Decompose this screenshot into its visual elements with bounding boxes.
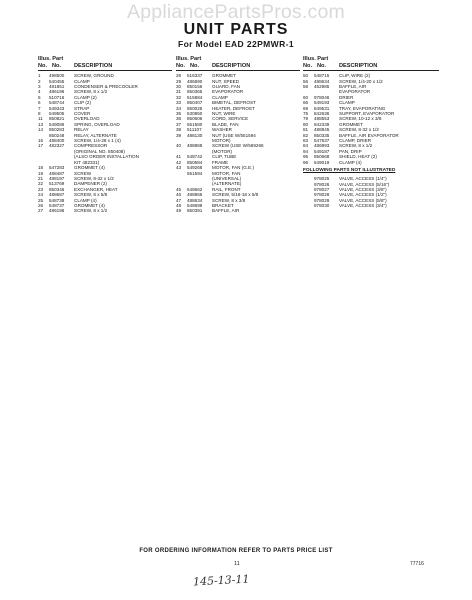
page-title: UNIT PARTS [183,21,289,38]
illus-number: 28 [176,73,182,79]
part-description: CLIP (2) [74,100,92,106]
illus-number: 25 [38,197,44,203]
part-description: VALVE, ACCESS (1/2") [339,192,387,198]
part-number: 850156 [187,84,203,89]
illus-number: 41 [176,154,182,160]
part-description: VALVE, ACCESS (3/8") [339,186,387,192]
part-description: SCREW, 10-12 x 3/8 [339,116,382,122]
parts-column-2 [176,56,300,214]
illus-number: 69 [303,105,309,111]
part-number: 488400 [49,138,65,144]
part-description: CLAMP [212,94,228,100]
part-description: SHIELD, HEAT (2) [339,154,377,160]
part-description: (ALTERNATE) [212,181,242,187]
part-description: CLAMP (4) [74,197,97,203]
part-number: 842636 [314,111,330,117]
parts-column-1 [38,56,172,214]
part-number: 530850 [187,111,203,117]
illus-number: 81 [303,127,309,133]
part-number: 849531 [314,105,330,111]
part-description: EVAPORATOR [212,89,244,95]
part-description: NUT, SPEED [212,78,240,84]
illus-number: 7 [38,105,41,111]
part-description: SCREW [74,170,92,176]
part-description: GROMMET (4) [74,165,105,171]
illus-number: 66 [303,100,309,106]
illus-number: 35 [176,111,182,117]
part-description: SCREW (USE W/569266 [212,143,264,149]
part-description: COVER [74,111,91,117]
part-number: 548742 [187,154,203,160]
part-description: SCREW, 5/16-18 x 5/8 [212,192,259,198]
header-rule [176,70,300,71]
part-description: VALVE, ACCESS (5/16") [339,181,390,187]
illus-number: 96 [303,159,309,165]
column-header-part-no: No. [190,62,200,69]
part-description: SCREW, 8-32 x 1/2 [74,175,114,181]
part-description: CLAMP, DRIER [339,138,372,144]
illus-number: 39 [176,132,182,138]
part-number: 548737 [49,202,65,208]
illus-number: 46 [176,192,182,198]
part-number: 850025 [187,105,203,111]
part-description: NUT, WIRE [212,111,236,117]
illus-number: 95 [303,154,309,160]
illus-number: 26 [38,202,44,208]
illus-number: 58 [303,84,309,89]
part-description: HEATER, DEFROST [212,105,255,111]
part-description: GROMMET (4) [74,202,105,208]
illus-number: 2 [38,78,41,84]
part-description: BAFFLE, AIR [339,84,367,89]
part-description: SCREW, GROUND [74,73,114,79]
part-number: 850584 [187,159,203,165]
part-number: 482327 [49,143,65,149]
part-number: 488553 [314,116,330,122]
part-number: 850668 [314,154,330,160]
illus-number: 36 [176,116,182,122]
illus-number: 80 [303,121,309,127]
model-subtitle: For Model EAD 22PMWR-1 [177,39,294,49]
illus-number: 34 [176,105,182,111]
part-number: 540455 [49,78,65,84]
document-code: 77716 [410,561,424,567]
part-number: 978028 [314,192,330,198]
illus-number: 49 [176,208,182,214]
header-rule [303,70,439,71]
part-number: 850391 [187,208,203,214]
illus-number: 60 [303,94,309,100]
part-number: 488687 [49,192,65,198]
illus-number: 43 [176,165,182,171]
illus-number: 50 [303,73,309,79]
illus-number: 31 [176,89,182,95]
illus-number: 11 [38,116,43,122]
part-number: 549343 [49,105,65,111]
part-description: RELAY, ALTERNATE [74,132,117,138]
part-description: SCREW, 8 x 1/2 [339,143,373,149]
part-number: 481851 [49,84,65,89]
parts-row [176,208,300,213]
part-description: PAN, DRIP [339,148,362,154]
parts-list [303,73,439,165]
illus-number: 82 [303,132,309,138]
part-description: CLAMP (2) [74,94,97,100]
parts-list [38,73,172,214]
illus-number: 17 [38,143,44,149]
part-description: KIT 482331) [74,159,100,165]
illus-number: 94 [303,148,309,154]
part-number: 488634 [314,78,330,84]
parts-column-3 [303,56,439,209]
part-number: 547637 [314,138,330,144]
column-header-part-no: No. [52,62,62,69]
not-illustrated-list [303,176,439,208]
part-description: GROMMET [339,121,363,127]
part-number: 486196 [49,208,65,214]
illus-number: 38 [176,127,182,133]
parts-row [303,203,439,208]
part-description: OVERLOAD [74,116,100,122]
part-number: 488130 [187,132,203,138]
part-number: 549505 [49,111,65,117]
illus-number: 42 [176,159,182,165]
part-description: RELAY [74,127,89,133]
part-description: SCREW, 8 x 5/8 [74,192,108,198]
part-number: 842339 [314,121,330,127]
part-number: 551594 [187,170,203,176]
part-number: 488845 [314,127,330,133]
illus-number: 32 [176,94,182,100]
handwritten-note: 145-13-11 [192,572,250,589]
part-number: 978029 [314,197,330,203]
column-header-no: No. [303,62,313,69]
illus-number: 6 [38,100,41,106]
part-description: SCREW, 8 x 3/8 [212,197,246,203]
part-number: 549266 [187,165,203,171]
part-description: DAMPENER (2) [74,181,107,187]
part-description: EXCHANGER, HEAT [74,186,118,192]
part-number: 548662 [187,186,203,192]
part-description: STRAP [74,105,90,111]
part-number: 548744 [49,100,65,106]
illus-number: 47 [176,197,182,203]
header-rule [38,70,172,71]
part-description: SCREW, 8 x 1/2 [74,208,108,214]
part-description: SUPPORT, EVAPORATOR [339,111,395,117]
part-number: 548715 [314,73,330,79]
column-header-description: DESCRIPTION [74,62,113,69]
part-number: 549193 [314,100,330,106]
part-number: 488868 [187,143,203,149]
column-header-no: No. [38,62,48,69]
illus-number: 27 [38,208,44,214]
illus-number: 40 [176,143,182,149]
part-description: NUT (USE W/551594 [212,132,256,138]
illus-number: 4 [38,89,41,95]
illus-number: 13 [38,121,44,127]
part-description: CLAMP [339,100,355,106]
illus-number: 3 [38,84,41,89]
part-number: 978027 [314,186,330,192]
part-description: FRAME [212,159,229,165]
part-description: VALVE, ACCESS (5/8") [339,197,387,203]
ordering-note: FOR ORDERING INFORMATION REFER TO PARTS PRICE LIST [139,548,333,554]
parts-row [38,208,172,213]
part-description: SPRING, OVERLOAD [74,121,120,127]
illus-number: 56 [303,78,309,84]
part-number: 488865 [187,192,203,198]
not-illustrated-heading: FOLLOWING PARTS NOT ILLUSTRATED [303,168,396,174]
part-description: CONDENSER & PRECOOLER [74,84,138,89]
illus-number: 79 [303,116,309,122]
part-number: 511107 [187,127,202,133]
part-description: (ALSO ORDER INSTALLATION [74,154,139,160]
part-description: (UNIVERSAL) [212,175,242,181]
part-number: 850407 [187,100,203,106]
part-number: 978025 [314,176,330,182]
illus-number: 5 [38,94,41,100]
part-number: 548738 [49,197,65,203]
part-number: 513769 [49,181,65,187]
illus-number: 83 [303,138,309,144]
illus-number: 14 [38,127,44,133]
part-description: EVAPORATOR [339,89,371,95]
part-number: 850283 [49,127,65,133]
column-header-illus: Illus. Part [303,56,329,62]
illus-number: 8 [38,111,41,117]
part-number: 850248 [49,132,65,138]
part-number: 548698 [187,202,203,208]
part-description: SCREW, 1/4-28 x 1 (4) [74,138,121,144]
illus-number: 18 [38,165,44,171]
part-number: 850346 [49,186,65,192]
illus-number: 33 [176,100,182,106]
part-number: 978026 [314,181,330,187]
part-number: 486993 [314,143,330,149]
part-number: 516337 [187,73,203,79]
column-header-part-no: No. [317,62,327,69]
column-header-no: No. [176,62,186,69]
illus-number: 37 [176,121,182,127]
part-description: CLAMP (4) [339,159,362,165]
part-description: DRIER [339,94,354,100]
part-number: 488197 [49,175,65,181]
part-description: (ORIGINAL NO. 850408) [74,148,125,154]
column-header-illus: Illus. Part [38,56,64,62]
column-header-description: DESCRIPTION [339,62,378,69]
part-number: 498500 [49,73,65,79]
illus-number: 24 [38,192,44,198]
page-number: 11 [234,561,240,567]
part-description: CORD, SERVICE [212,116,249,122]
part-description: MOTOR, FAN (G.E.) [212,165,255,171]
column-header-illus: Illus. Part [176,56,202,62]
part-number: 978030 [314,203,330,209]
column-header-description: DESCRIPTION [212,62,251,69]
part-description: SCREW, 1/4-20 x 1/2 [339,78,383,84]
part-description: SCREW, 8 x 1/2 [74,89,108,95]
illus-number: 1 [38,73,41,79]
part-description: BLADE, FAN [212,121,239,127]
part-description: BAFFLE, AIR EVAPORATOR [339,132,399,138]
illus-number: 84 [303,143,309,149]
illus-number: 21 [38,175,44,181]
part-number: 850335 [314,132,330,138]
part-number: 452985 [314,84,330,89]
part-number: 549086 [49,121,65,127]
part-description: CLIP, WIRE (2) [339,73,371,79]
part-number: 549187 [314,148,330,154]
part-description: GUARD, FAN [212,84,241,89]
illus-number: 16 [38,138,44,144]
part-description: BAFFLE, AIR [212,208,240,214]
part-number: 850606 [187,116,203,122]
parts-row [303,160,439,165]
part-description: MOTOR) [212,138,231,144]
part-description: CLAMP [74,78,90,84]
illus-number: 22 [38,181,44,187]
part-description: RAIL, FRONT [212,186,241,192]
part-number: 850821 [49,116,65,122]
part-description: WASHER [212,127,232,133]
part-number: 488634 [187,197,203,203]
part-description: MOTOR, FAN [212,170,241,176]
illus-number: 48 [176,202,182,208]
illus-number: 29 [176,78,182,84]
part-description: COMPRESSOR [74,143,108,149]
illus-number [303,203,314,208]
part-number: 515884 [187,94,203,100]
part-description: SCREW, 8-32 x 1/2 [339,127,379,133]
part-number: 488487 [49,170,65,176]
illus-number: 75 [303,111,309,117]
part-number: 547283 [49,165,65,171]
part-description: VALVE, ACCESS (1/4") [339,176,387,182]
part-number: 978046 [314,94,330,100]
part-description: VALVE, ACCESS (3/4") [339,203,387,209]
part-number: 510716 [49,94,65,100]
part-number: 549019 [314,159,330,165]
part-description: GROMMET [212,73,236,79]
part-description: CLIP, TUBE [212,154,237,160]
watermark: AppliancePartsPros.com [127,1,345,23]
part-description: (MOTOR) [212,148,233,154]
part-description: BIMETAL, DEFROST [212,100,256,106]
parts-list [176,73,300,214]
illus-number: 19 [38,170,44,176]
part-number: 850365 [187,89,203,95]
illus-number: 30 [176,84,182,89]
part-number: 486690 [187,78,203,84]
part-number: 551580 [187,121,203,127]
part-number: 486196 [49,89,65,95]
illus-number: 23 [38,186,44,192]
part-description: TRAY, EVAPORATING [339,105,386,111]
part-description: BRACKET [212,202,234,208]
illus-number: 45 [176,186,182,192]
